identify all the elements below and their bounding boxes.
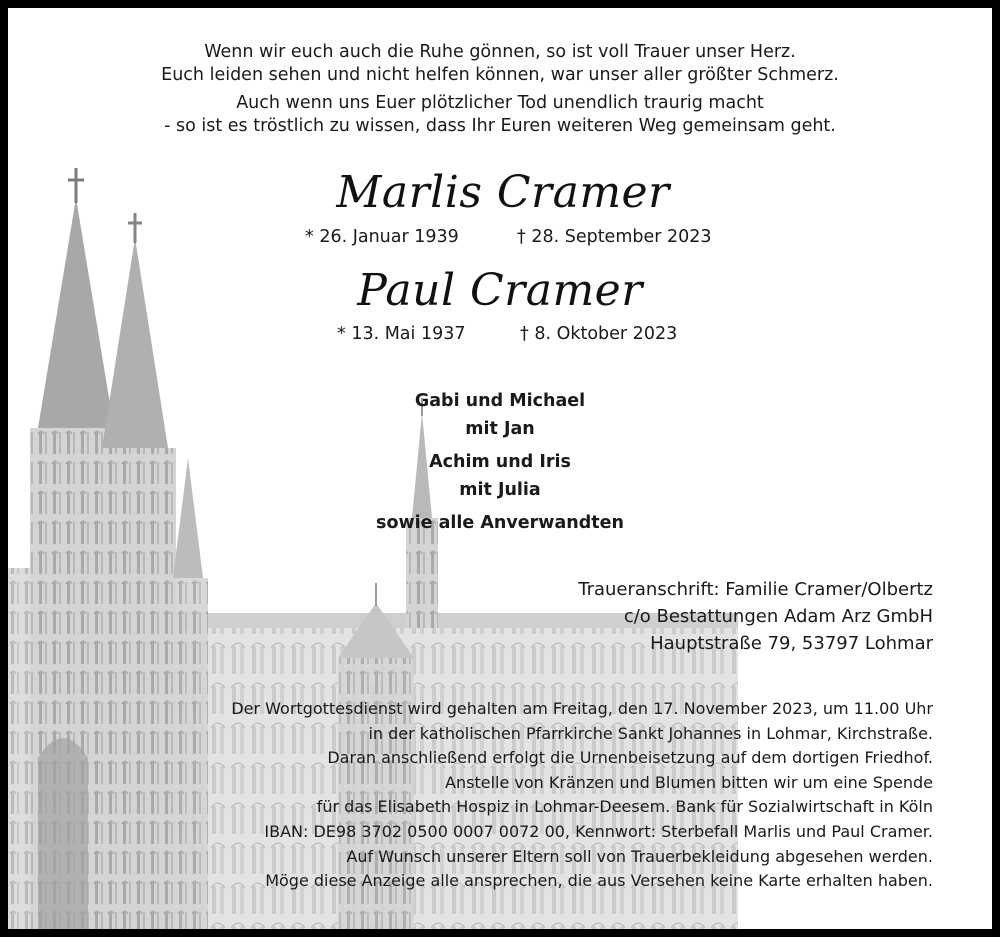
service-line: Daran anschließend erfolgt die Urnenbeisetzung auf dem dortigen Friedhof. [327, 748, 933, 768]
family-line: mit Julia [459, 480, 541, 500]
poem-line: Wenn wir euch auch die Ruhe gönnen, so ist voll Trauer unser Herz. [204, 42, 796, 62]
poem-stanza-1 [8, 41, 992, 87]
poem-line: - so ist es tröstlich zu wissen, dass Ihr Euren weiteren Weg gemeinsam geht. [164, 116, 836, 136]
service-line: Anstelle von Kränzen und Blumen bitten wir um eine Spende [445, 772, 933, 792]
family-line: Gabi und Michael [414, 391, 586, 411]
service-line: für das Elisabeth Hospiz in Lohmar-Deesem. Bank für Sozialwirtschaft in Köln [316, 797, 933, 817]
poem-line: Euch leiden sehen und nicht helfen können, war unser aller größter Schmerz. [161, 65, 839, 85]
family-closing [8, 509, 992, 537]
deceased-name-2: Paul Cramer [357, 265, 643, 316]
service-line: Der Wortgottesdienst wird gehalten am Freitag, den 17. November 2023, um 11.00 Uhr [231, 699, 933, 718]
address-line: c/o Bestattungen Adam Arz GmbH [623, 606, 933, 627]
address-line: Hauptstraße 79, 53797 Lohmar [650, 633, 933, 654]
family-line: Achim und Iris [429, 452, 571, 472]
birth-date-1: * 26. Januar 1939 [305, 227, 459, 247]
deceased-name-1: Marlis Cramer [336, 167, 670, 218]
service-line: in der katholischen Pfarrkirche Sankt Johannes in Lohmar, Kirchstraße. [368, 723, 933, 743]
poem-stanza-2 [8, 92, 992, 138]
family-group-2 [8, 448, 992, 504]
family-line: sowie alle Anverwandten [376, 513, 624, 533]
birth-date-2: * 13. Mai 1937 [337, 324, 466, 344]
address-line: Traueranschrift: Familie Cramer/Olbertz [578, 579, 933, 600]
service-line: Auf Wunsch unserer Eltern soll von Trauerbekleidung abgesehen werden. [346, 846, 933, 866]
mourning-address [578, 576, 933, 657]
poem-line: Auch wenn uns Euer plötzlicher Tod unendlich traurig macht [236, 93, 764, 113]
service-line: IBAN: DE98 3702 0500 0007 0072 00, Kennwort: Sterbefall Marlis und Paul Cramer. [264, 821, 933, 841]
death-date-2: † 8. Oktober 2023 [520, 324, 678, 344]
service-line: Möge diese Anzeige alle ansprechen, die aus Versehen keine Karte erhalten haben. [265, 871, 933, 891]
family-line: mit Jan [465, 419, 535, 439]
family-group-1 [8, 387, 992, 443]
service-information [231, 697, 933, 894]
death-date-1: † 28. September 2023 [517, 227, 712, 247]
